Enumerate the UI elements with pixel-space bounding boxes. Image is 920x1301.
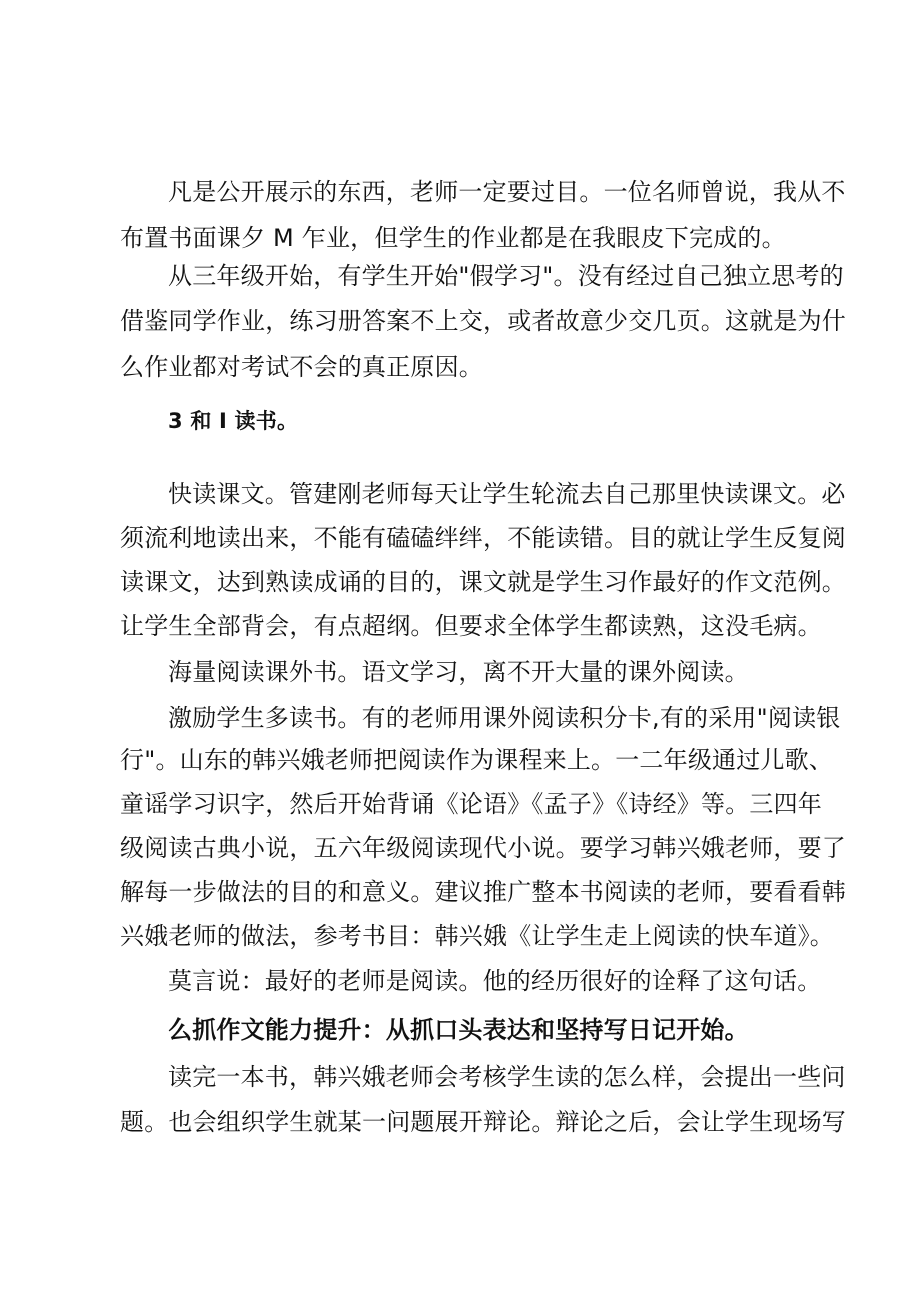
paragraph-line: 借鉴同学作业，练习册答案不上交，或者故意少交几页。这就是为什 — [120, 307, 846, 335]
paragraph-line: 解每一步做法的目的和意义。建议推广整本书阅读的老师，要看看韩 — [120, 878, 846, 906]
paragraph-line: 须流利地读出来，不能有磕磕绊绊，不能读错。目的就让学生反复阅 — [120, 524, 846, 552]
paragraph-line: 读完一本书，韩兴娥老师会考核学生读的怎么样，会提出一些问 — [168, 1063, 846, 1091]
paragraph-line: 激励学生多读书。有的老师用课外阅读积分卡,有的采用"阅读银 — [168, 704, 841, 732]
paragraph-line: 让学生全部背会，有点超纲。但要求全体学生都读熟，这没毛病。 — [120, 612, 822, 640]
paragraph-line: 童谣学习识字，然后开始背诵《论语》《孟子》《诗经》等。三四年 — [120, 790, 822, 818]
paragraph-line: 海量阅读课外书。语文学习，离不开大量的课外阅读。 — [168, 658, 749, 686]
paragraph-line: 题。也会组织学生就某一问题展开辩论。辩论之后，会让学生现场写 — [120, 1108, 846, 1136]
paragraph-line: 么作业都对考试不会的真正原因。 — [120, 353, 483, 381]
paragraph-line: 快读课文。管建刚老师每天让学生轮流去自己那里快读课文。必 — [168, 480, 846, 508]
section-heading: 么抓作文能力提升：从抓口头表达和坚持写日记开始。 — [168, 1016, 749, 1044]
section-heading: 3 和 I 读书。 — [168, 409, 299, 433]
paragraph-line: 莫言说：最好的老师是阅读。他的经历很好的诠释了这句话。 — [168, 967, 822, 995]
paragraph-line: 布置书面课夕 M 乍业，但学生的作业都是在我眼皮下完成的。 — [120, 224, 786, 252]
paragraph-line: 凡是公开展示的东西，老师一定要过目。一位名师曾说，我从不 — [168, 178, 846, 206]
paragraph-line: 级阅读古典小说，五六年级阅读现代小说。要学习韩兴娥老师，要了 — [120, 834, 846, 862]
paragraph-line: 读课文，达到熟读成诵的目的，课文就是学生习作最好的作文范例。 — [120, 568, 846, 596]
paragraph-line: 行"。山东的韩兴娥老师把阅读作为课程来上。一二年级通过儿歌、 — [120, 746, 834, 774]
paragraph-line: 从三年级开始，有学生开始"假学习"。没有经过自己独立思考的 — [168, 262, 844, 290]
paragraph-line: 兴娥老师的做法，参考书目：韩兴娥《让学生走上阅读的快车道》。 — [120, 922, 834, 950]
